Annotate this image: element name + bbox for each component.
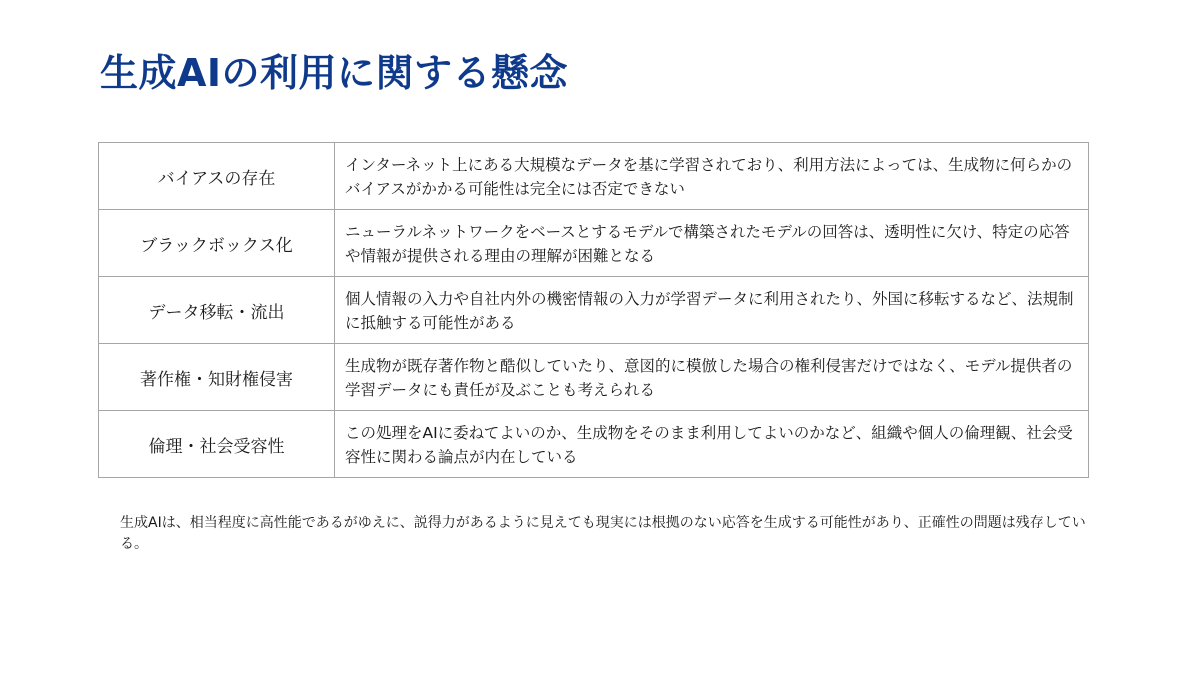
slide-title: 生成AIの利用に関する懸念 (100, 51, 569, 95)
concern-description: 個人情報の入力や自社内外の機密情報の入力が学習データに利用されたり、外国に移転するなど、法規制に抵触する可能性がある (335, 277, 1089, 344)
concern-description: この処理をAIに委ねてよいのか、生成物をそのまま利用してよいのかなど、組織や個人の倫理観、社会受容性に関わる論点が内在している (335, 411, 1089, 478)
concern-description: ニューラルネットワークをベースとするモデルで構築されたモデルの回答は、透明性に欠け、特定の応答や情報が提供される理由の理解が困難となる (335, 210, 1089, 277)
footnote: 生成AIは、相当程度に高性能であるがゆえに、説得力があるように見えても現実には根拠のない応答を生成する可能性があり、正確性の問題は残存している。 (120, 515, 1086, 552)
table-row (99, 210, 1089, 277)
concern-description: インターネット上にある大規模なデータを基に学習されており、利用方法によっては、生成物に何らかのバイアスがかかる可能性は完全には否定できない (335, 143, 1089, 210)
concern-label: 倫理・社会受容性 (99, 411, 335, 478)
concern-label: ブラックボックス化 (99, 210, 335, 277)
table-row (99, 344, 1089, 411)
table-row (99, 143, 1089, 210)
table-row (99, 411, 1089, 478)
table-row (99, 277, 1089, 344)
concern-label: データ移転・流出 (99, 277, 335, 344)
concern-label: バイアスの存在 (99, 143, 335, 210)
concern-description: 生成物が既存著作物と酷似していたり、意図的に模倣した場合の権利侵害だけではなく、モデル提供者の学習データにも責任が及ぶことも考えられる (335, 344, 1089, 411)
concern-label: 著作権・知財権侵害 (99, 344, 335, 411)
concerns-table (98, 142, 1089, 478)
